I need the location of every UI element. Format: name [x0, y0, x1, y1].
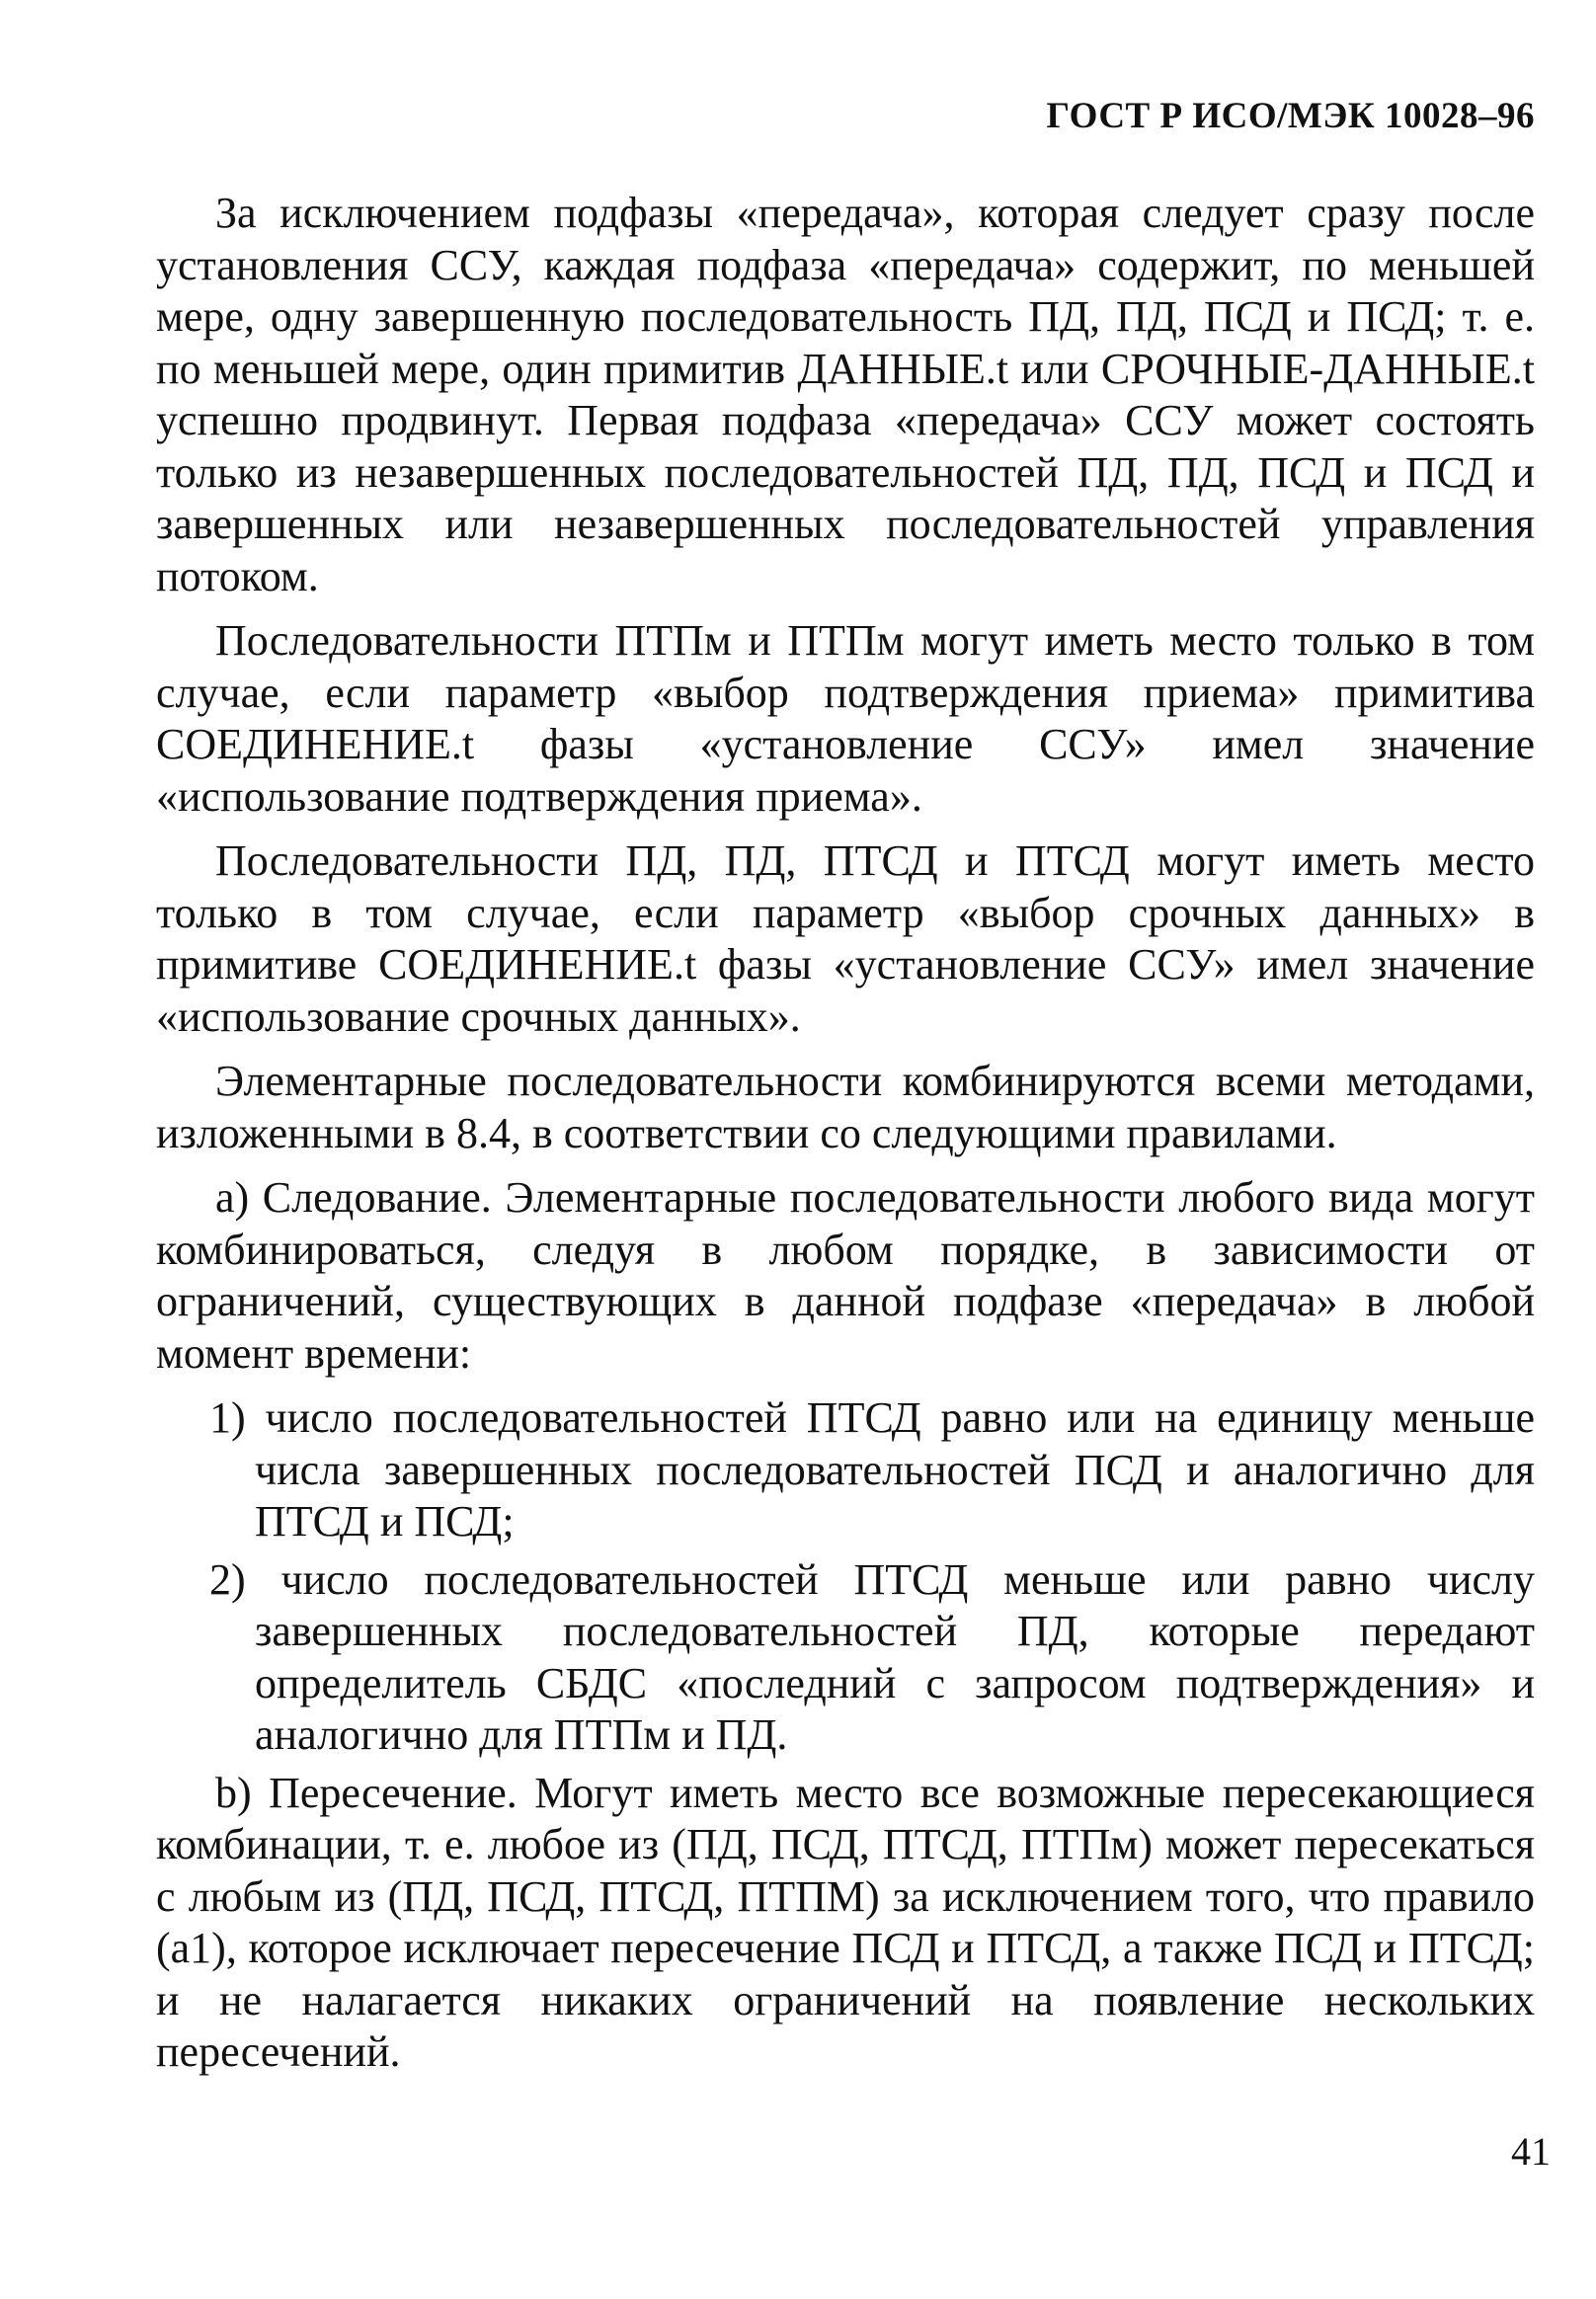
page-number: 41 [1511, 2129, 1551, 2174]
list-item: 2) число последовательностей ПТСД меньше или равно числу завершенных последовательностей ПД, которые передают определитель СБДС «последний с запросом подтверждения» и аналогично для ПТПм и ПД. [209, 1554, 1535, 1759]
paragraph-transfer-subphase: За исключением подфазы «передача», которая следует сразу после установления ССУ, каждая подфаза «передача» содержит, по меньшей мере, одну завершенную последовательность ПД, ПД, ПСД и ПСД; т. е. по меньшей мере, один примитив ДАННЫЕ.t или СРОЧНЫЕ-ДАННЫЕ.t успешно продвинут. Первая подфаза «передача» ССУ может состоять только из незавершенных последовательностей ПД, ПД, ПСД и ПСД и завершенных или незавершенных последовательностей управления потоком. [156, 189, 1535, 600]
standard-header: ГОСТ Р ИСО/МЭК 10028–96 [1046, 96, 1535, 136]
list-item: 1) число последовательностей ПТСД равно или на единицу меньше числа завершенных последовательностей ПСД и аналогично для ПТСД и ПСД; [209, 1393, 1535, 1546]
paragraph-sequencing: а) Следование. Элементарные последовательности любого вида могут комбинироваться, следуя в любом порядке, в зависимости от ограничений, существующих в данной подфазе «передача» в любой момент времени: [156, 1173, 1535, 1378]
paragraph-combination-rules: Элементарные последовательности комбинируются всеми методами, изложенными в 8.4, в соответствии со следующими правилами. [156, 1057, 1535, 1157]
paragraph-intersection: b) Пересечение. Могут иметь место все возможные пересекающиеся комбинации, т. е. любое из (ПД, ПСД, ПТСД, ПТПм) может пересекаться с любым из (ПД, ПСД, ПТСД, ПТПМ) за исключением того, что правило (а1), которое исключает пересечение ПСД и ПТСД, а также ПСД и ПТСД; и не налагается никаких ограничений на появление нескольких пересечений. [156, 1768, 1535, 2076]
paragraph-expedited-data: Последовательности ПД, ПД, ПТСД и ПТСД могут иметь место только в том случае, если параметр «выбор срочных данных» в примитиве СОЕДИНЕНИЕ.t фазы «установление ССУ» имел значение «использование срочных данных». [156, 836, 1535, 1041]
paragraph-receipt-confirmation: Последовательности ПТПм и ПТПм могут иметь место только в том случае, если параметр «выбор подтверждения приема» примитива СОЕДИНЕНИЕ.t фазы «установление ССУ» имел значение «использование подтверждения приема». [156, 616, 1535, 821]
body-text [156, 188, 1535, 2092]
